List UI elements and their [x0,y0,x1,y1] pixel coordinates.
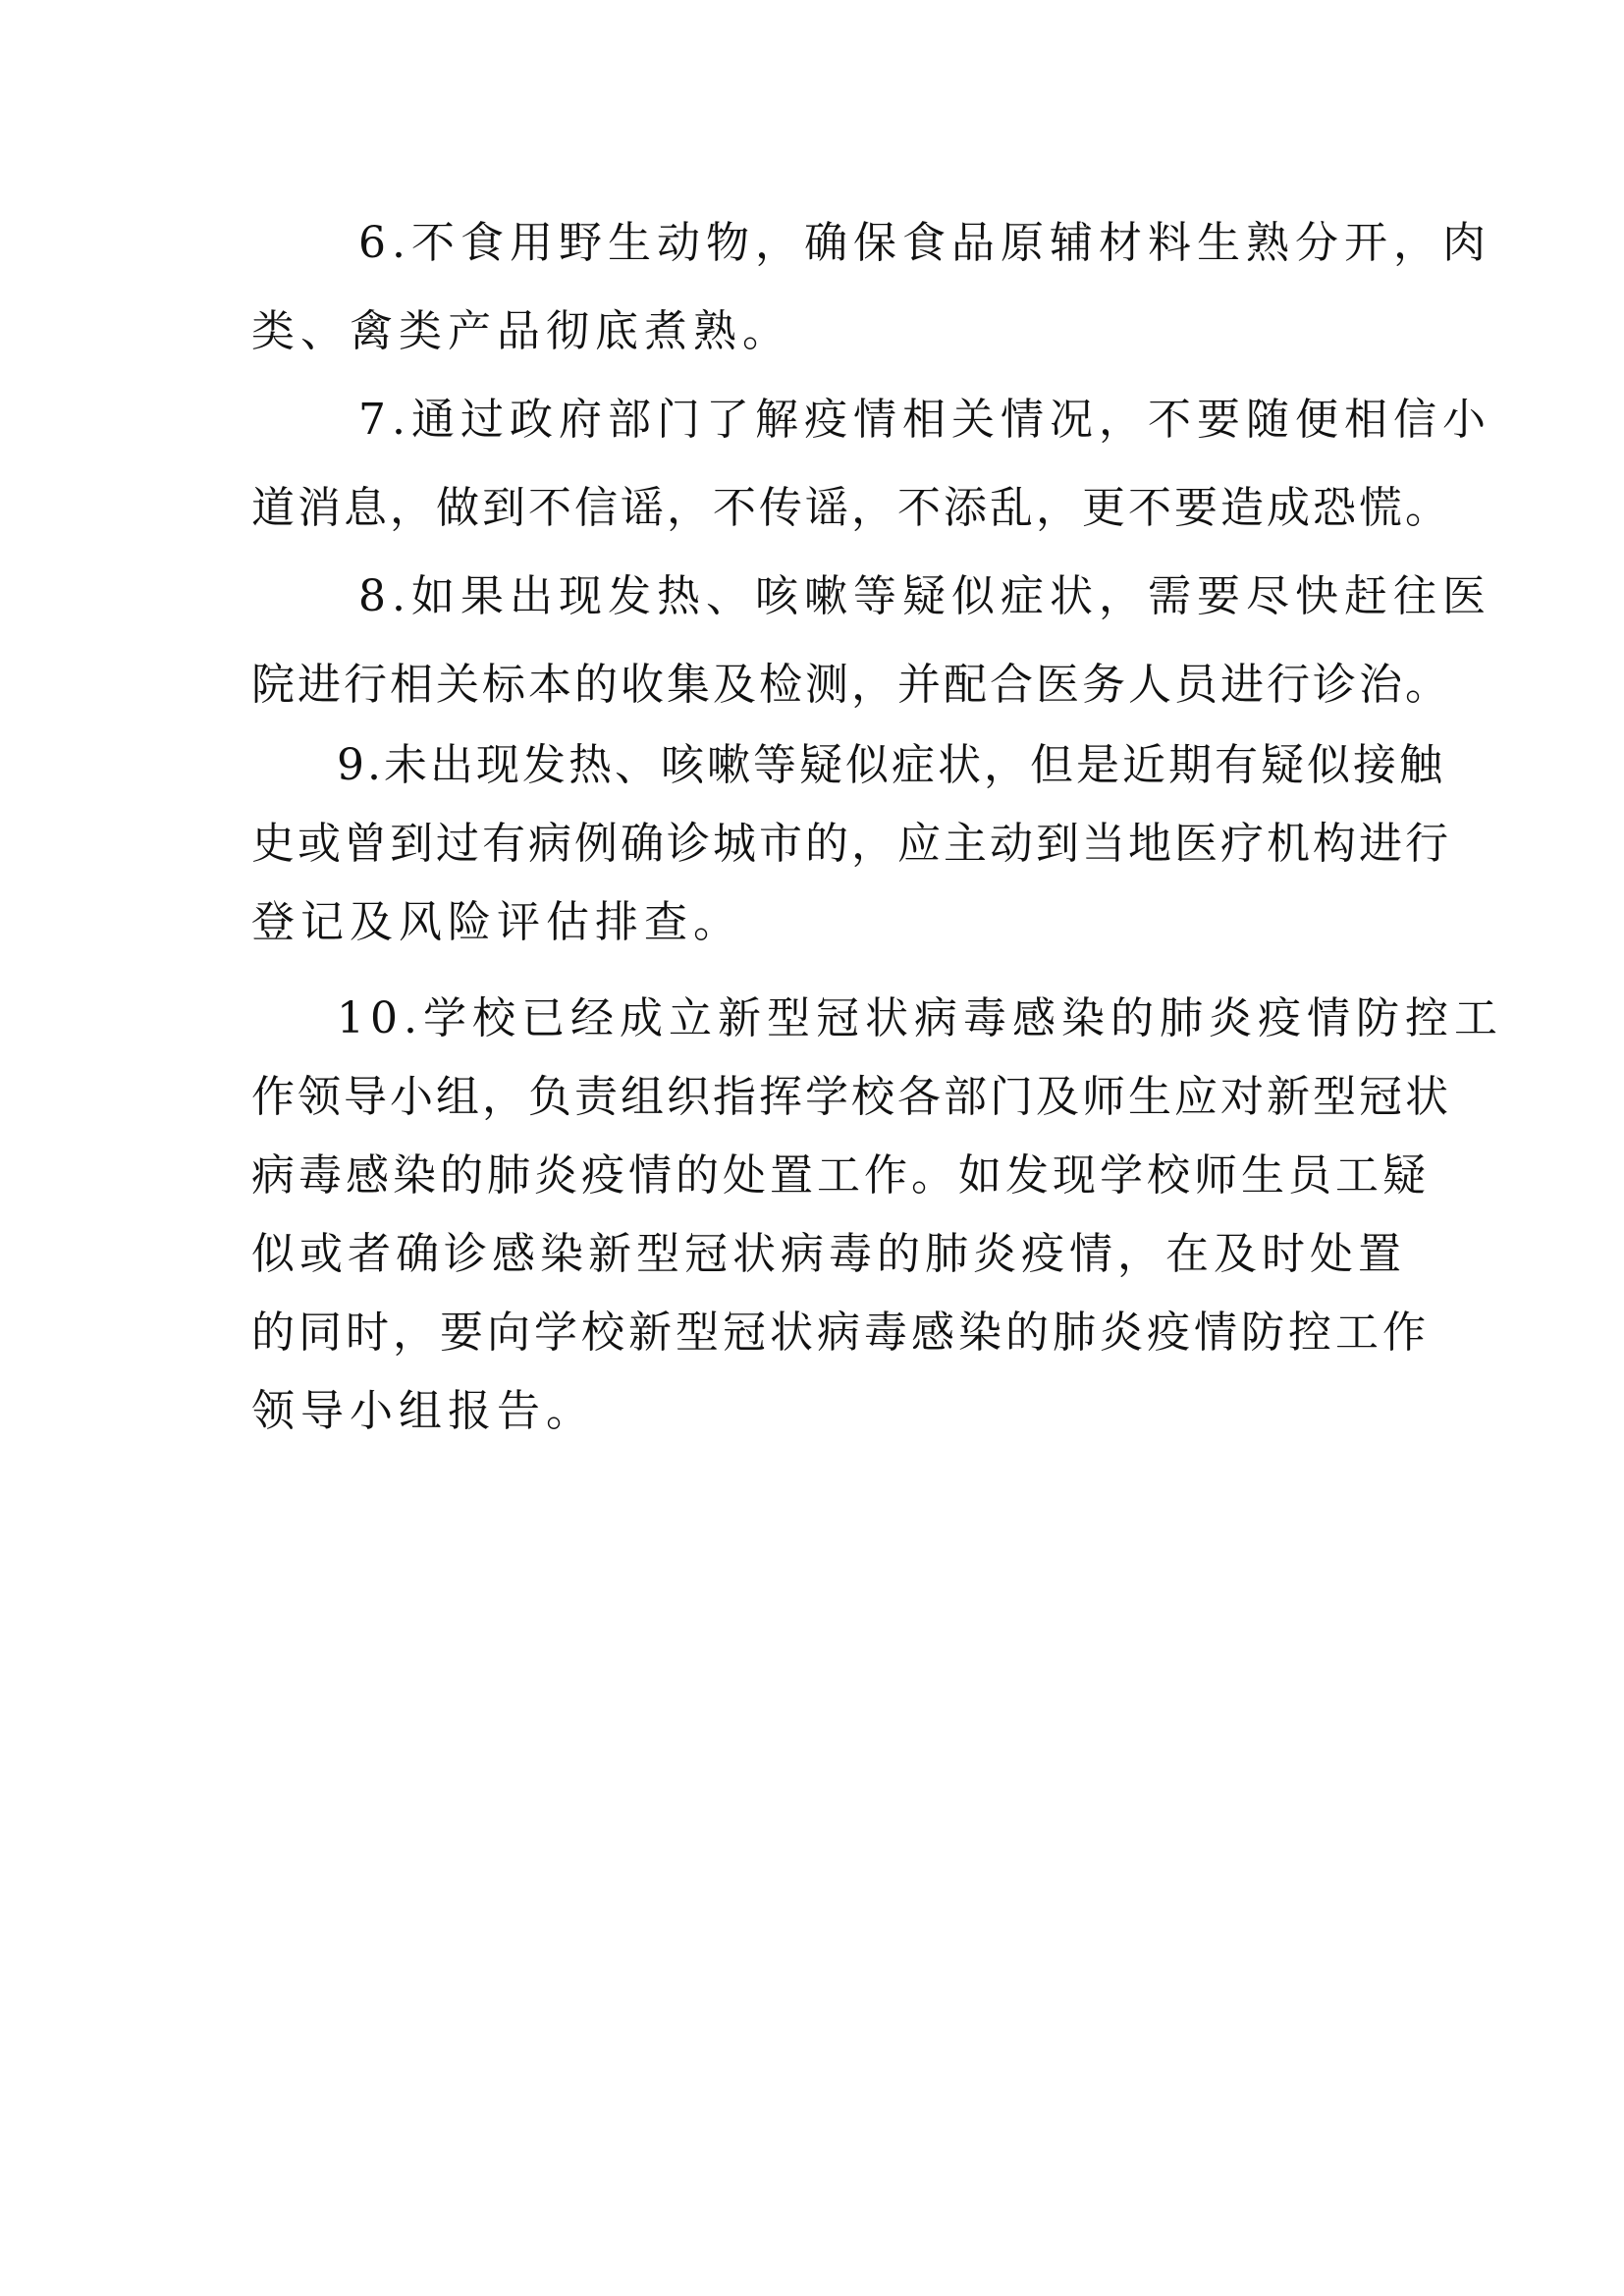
paragraph-10-line-2: 作领导小组，负责组织指挥学校各部门及师生应对新型冠状 [251,1072,1451,1122]
paragraph-8-line-1: 8.如果出现发热、咳嗽等疑似症状，需要尽快赶往医 [358,571,1491,621]
paragraph-6-line-2: 类、禽类产品彻底煮熟。 [251,306,791,356]
paragraph-9-line-1: 9.未出现发热、咳嗽等疑似症状，但是近期有疑似接触 [337,740,1445,790]
paragraph-7-line-2: 道消息，做到不信谣，不传谣，不添乱，更不要造成恐慌。 [251,483,1451,533]
paragraph-10-line-1: 10.学校已经成立新型冠状病毒感染的肺炎疫情防控工 [337,993,1503,1043]
paragraph-10-line-4: 似或者确诊感染新型冠状病毒的肺炎疫情，在及时处置 [251,1229,1406,1279]
paragraph-9-line-2: 史或曾到过有病例确诊城市的，应主动到当地医疗机构进行 [251,819,1451,869]
paragraph-10-line-6: 领导小组报告。 [251,1386,595,1436]
paragraph-8-line-2: 院进行相关标本的收集及检测，并配合医务人员进行诊治。 [251,660,1451,710]
paragraph-9-line-3: 登记及风险评估排查。 [251,897,742,947]
paragraph-10-line-5: 的同时，要向学校新型冠状病毒感染的肺炎疫情防控工作 [251,1308,1430,1358]
paragraph-7-line-1: 7.通过政府部门了解疫情相关情况，不要随便相信小 [358,395,1491,445]
paragraph-6-line-1: 6.不食用野生动物，确保食品原辅材料生熟分开，肉 [358,218,1491,268]
paragraph-10-line-3: 病毒感染的肺炎疫情的处置工作。如发现学校师生员工疑 [251,1150,1430,1201]
